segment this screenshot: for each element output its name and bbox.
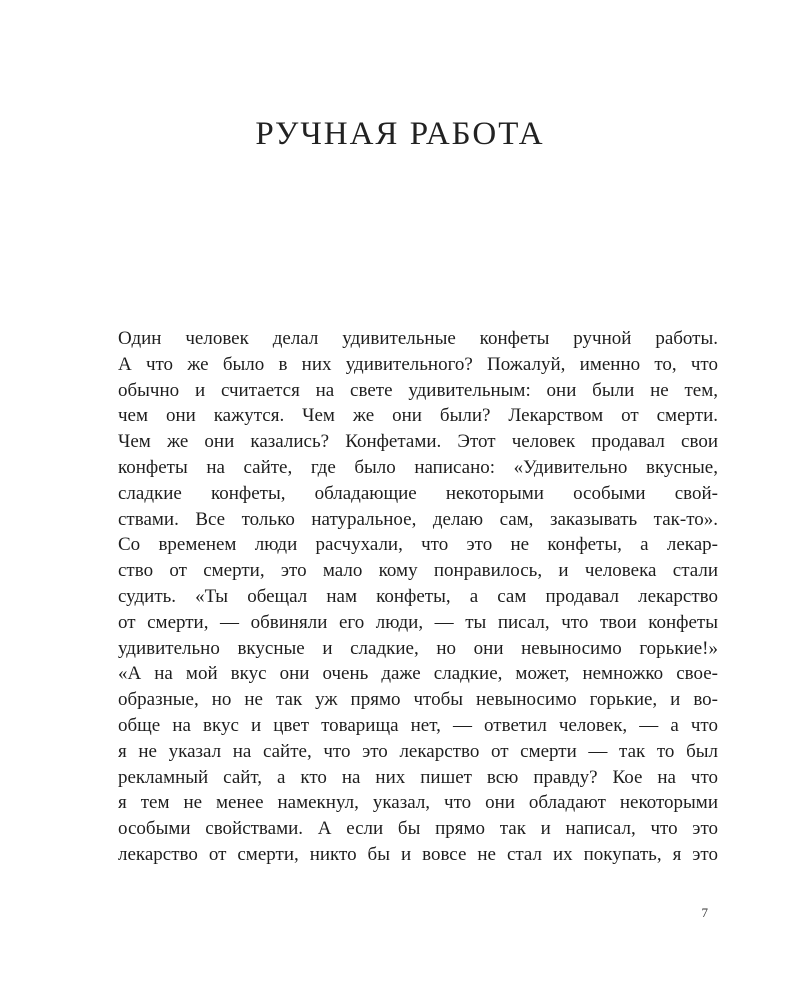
- text-line: образные, но не так уж прямо чтобы невыносимо горькие, и во-: [118, 689, 718, 711]
- text-line: «А на мой вкус они очень даже сладкие, может, немножко свое-: [118, 663, 718, 685]
- text-line: сладкие конфеты, обладающие некоторыми особыми свой-: [118, 482, 718, 504]
- text-line: ство от смерти, это мало кому понравилось, и человека стали: [118, 560, 718, 582]
- text-line: удивительно вкусные и сладкие, но они невыносимо горькие!»: [118, 637, 718, 659]
- text-line: Чем же они казались? Конфетами. Этот человек продавал свои: [118, 431, 718, 453]
- text-line: обычно и считается на свете удивительным: они были не тем,: [118, 379, 718, 401]
- text-line: я не указал на сайте, что это лекарство от смерти — так то был: [118, 740, 718, 762]
- text-line: ствами. Все только натуральное, делаю сам, заказывать так-то».: [118, 508, 718, 530]
- text-line: особыми свойствами. А если бы прямо так и написал, что это: [118, 818, 718, 840]
- text-line: обще на вкус и цвет товарища нет, — ответил человек, — а что: [118, 714, 718, 736]
- text-line: Со временем люди расчухали, что это не конфеты, а лекар-: [118, 534, 718, 556]
- text-line: лекарство от смерти, никто бы и вовсе не стал их покупать, я это: [118, 843, 718, 865]
- chapter-title: РУЧНАЯ РАБОТА: [255, 116, 545, 152]
- text-line: А что же было в них удивительного? Пожалуй, именно то, что: [118, 353, 718, 375]
- text-line: Один человек делал удивительные конфеты ручной работы.: [118, 328, 718, 349]
- text-line: конфеты на сайте, где было написано: «Удивительно вкусные,: [118, 456, 718, 478]
- text-line: рекламный сайт, а кто на них пишет всю правду? Кое на что: [118, 766, 718, 788]
- text-line: судить. «Ты обещал нам конфеты, а сам продавал лекарство: [118, 585, 718, 607]
- page-number: 7: [701, 905, 708, 920]
- body-text: [118, 326, 718, 868]
- text-line: я тем не менее намекнул, указал, что они обладают некоторыми: [118, 792, 718, 814]
- text-line: от смерти, — обвиняли его люди, — ты писал, что твои конфеты: [118, 611, 718, 633]
- text-line: чем они кажутся. Чем же они были? Лекарством от смерти.: [118, 405, 718, 427]
